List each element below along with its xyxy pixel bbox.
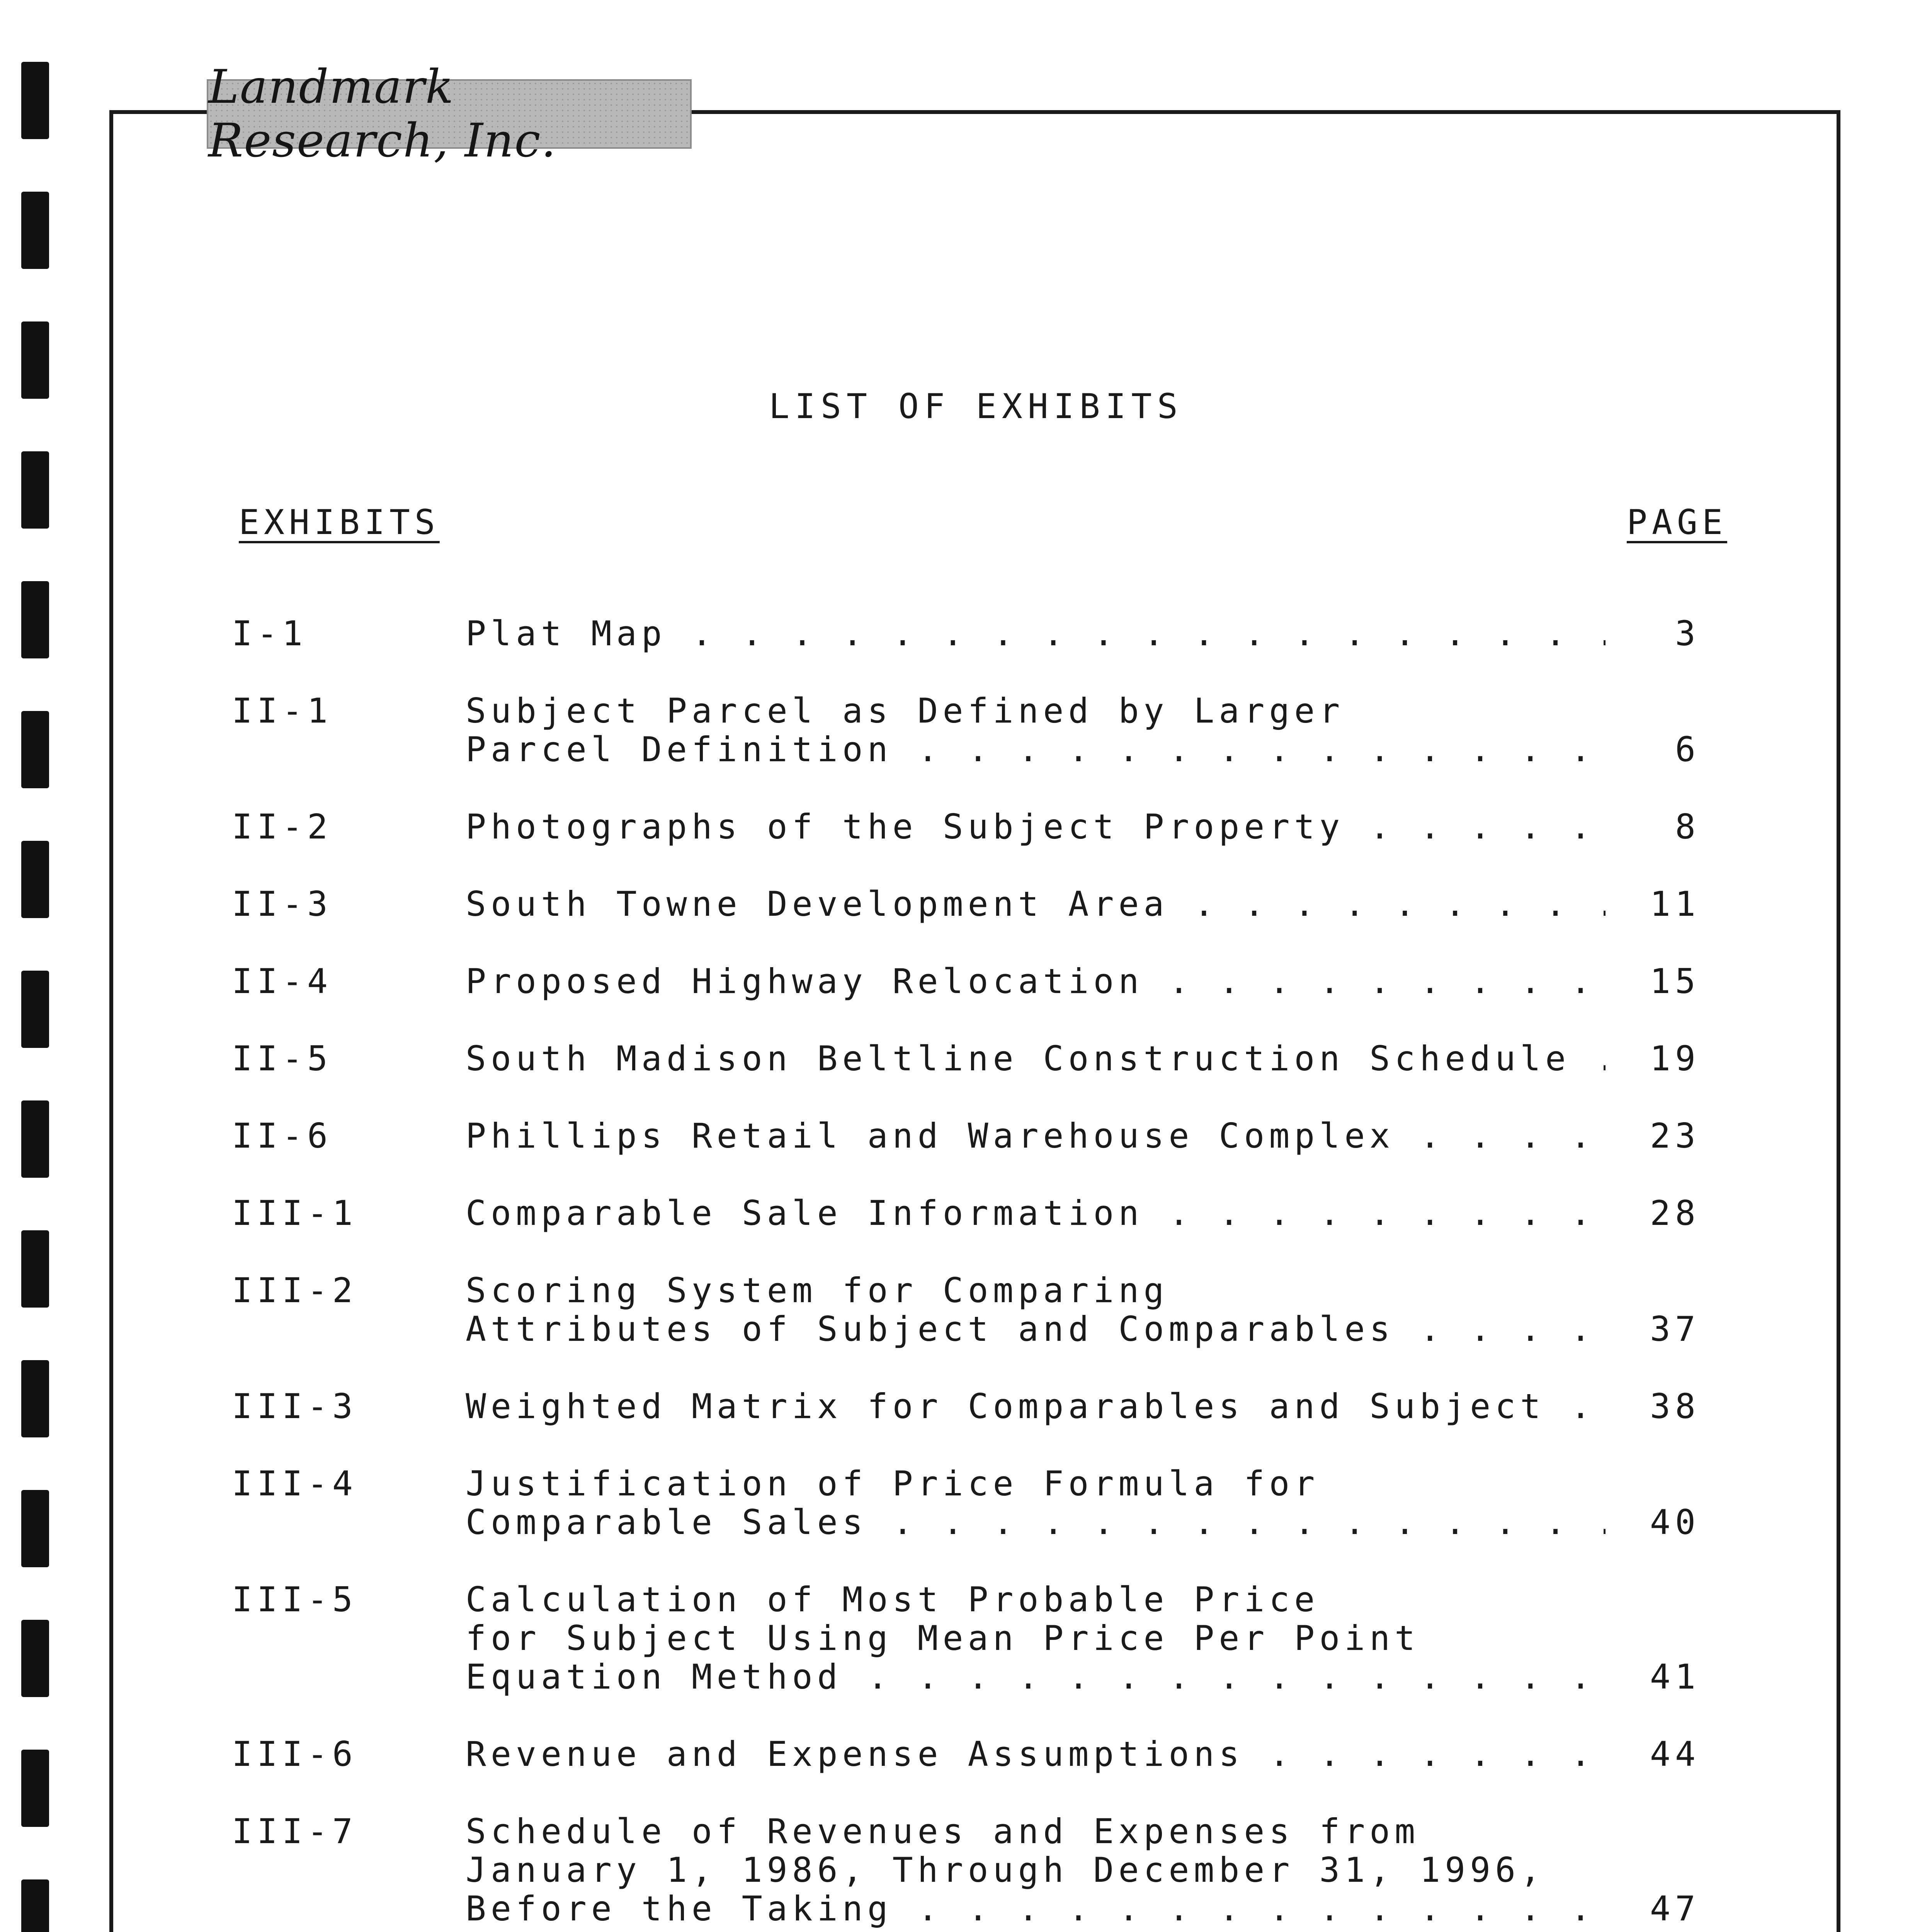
binding-hole	[21, 581, 49, 658]
exhibit-page-number: 38	[1650, 1386, 1700, 1426]
exhibit-id: II-6	[232, 1116, 332, 1156]
exhibit-title	[466, 1812, 1605, 1928]
exhibit-id: II-1	[232, 691, 332, 731]
exhibit-title-line: South Towne Development Area . . .	[466, 885, 1605, 923]
exhibit-page-number: 6	[1675, 730, 1700, 769]
exhibit-title	[466, 1117, 1605, 1155]
company-logo	[207, 60, 692, 168]
exhibit-title-line: Revenue and Expense Assumptions . . .	[466, 1735, 1605, 1774]
exhibit-title-line: January 1, 1986, Through December 31, 1996,	[466, 1851, 1546, 1889]
exhibit-id: III-5	[232, 1580, 357, 1619]
binding-hole	[21, 1360, 49, 1437]
exhibit-page-number: 28	[1650, 1193, 1700, 1233]
page-title: LIST OF EXHIBITS	[769, 386, 1183, 426]
binding-hole	[21, 1620, 49, 1697]
exhibit-id: III-1	[232, 1193, 357, 1233]
exhibit-id: II-5	[232, 1039, 332, 1078]
exhibit-title-line: Photographs of the Subject Property . . .	[466, 808, 1605, 846]
exhibit-title-line: Plat Map . . .	[466, 614, 1605, 653]
exhibit-id: II-2	[232, 807, 332, 847]
exhibit-page-number: 41	[1650, 1657, 1700, 1697]
exhibit-title	[466, 808, 1605, 846]
exhibit-title-line: Calculation of Most Probable Price	[466, 1580, 1320, 1619]
exhibit-title	[466, 1735, 1605, 1774]
exhibit-title-line: for Subject Using Mean Price Per Point	[466, 1619, 1420, 1658]
exhibit-page-number: 40	[1650, 1502, 1700, 1542]
binding-hole	[21, 1230, 49, 1308]
exhibit-title	[466, 1464, 1605, 1542]
binding-hole	[21, 1879, 49, 1932]
exhibit-id: III-4	[232, 1464, 357, 1503]
exhibit-title	[466, 1580, 1605, 1696]
exhibit-page-number: 44	[1650, 1734, 1700, 1774]
logo-text: Landmark Research, Inc.	[208, 60, 557, 168]
exhibit-id: III-3	[232, 1386, 357, 1426]
exhibit-page-number: 19	[1650, 1039, 1700, 1078]
exhibit-id: II-4	[232, 961, 332, 1001]
binding-hole	[21, 1490, 49, 1567]
exhibit-title-line: Subject Parcel as Defined by Larger	[466, 692, 1345, 730]
binding-hole	[21, 841, 49, 918]
exhibits-column-header: EXHIBITS	[239, 502, 440, 542]
binding-holes	[21, 0, 52, 1932]
exhibit-title	[466, 885, 1605, 923]
exhibit-page-number: 8	[1675, 807, 1700, 847]
binding-hole	[21, 192, 49, 269]
exhibit-page-number: 37	[1650, 1309, 1700, 1349]
exhibit-title-line: Justification of Price Formula for	[466, 1464, 1320, 1503]
exhibit-id: III-6	[232, 1734, 357, 1774]
binding-hole	[21, 971, 49, 1048]
exhibit-page-number: 11	[1650, 884, 1700, 924]
exhibit-title-line: Proposed Highway Relocation . . .	[466, 962, 1605, 1001]
binding-hole	[21, 1750, 49, 1827]
exhibit-title-line: Scoring System for Comparing	[466, 1271, 1169, 1310]
exhibit-title	[466, 1271, 1605, 1349]
exhibit-title	[466, 962, 1605, 1001]
exhibit-id: III-2	[232, 1270, 357, 1310]
exhibit-title-line: Comparable Sales . . .	[466, 1503, 1605, 1542]
exhibit-title-line: Comparable Sale Information . . .	[466, 1194, 1605, 1233]
binding-hole	[21, 1100, 49, 1178]
exhibit-title-line: Phillips Retail and Warehouse Complex . . .	[466, 1117, 1605, 1155]
page-column-header: PAGE	[1627, 502, 1727, 542]
exhibit-page-number: 23	[1650, 1116, 1700, 1156]
exhibit-title-line: Weighted Matrix for Comparables and Subject . . .	[466, 1387, 1605, 1426]
binding-hole	[21, 711, 49, 788]
binding-hole	[21, 62, 49, 139]
binding-hole	[21, 451, 49, 529]
exhibit-page-number: 15	[1650, 961, 1700, 1001]
exhibit-page-number: 3	[1675, 614, 1700, 653]
exhibit-title-line: South Madison Beltline Construction Schedule . . .	[466, 1039, 1605, 1078]
exhibit-title	[466, 1039, 1605, 1078]
exhibit-title-line: Attributes of Subject and Comparables . . .	[466, 1310, 1605, 1349]
exhibit-title-line: Before the Taking . . .	[466, 1889, 1605, 1928]
exhibit-title	[466, 1194, 1605, 1233]
exhibit-id: III-7	[232, 1811, 357, 1851]
exhibit-title	[466, 614, 1605, 653]
exhibit-title-line: Equation Method . . .	[466, 1658, 1605, 1696]
exhibit-page-number: 47	[1650, 1889, 1700, 1929]
exhibit-title	[466, 692, 1605, 769]
binding-hole	[21, 321, 49, 399]
exhibit-id: I-1	[232, 614, 307, 653]
exhibit-title	[466, 1387, 1605, 1426]
exhibit-title-line: Schedule of Revenues and Expenses from	[466, 1812, 1420, 1851]
exhibit-id: II-3	[232, 884, 332, 924]
exhibit-title-line: Parcel Definition . . .	[466, 730, 1605, 769]
